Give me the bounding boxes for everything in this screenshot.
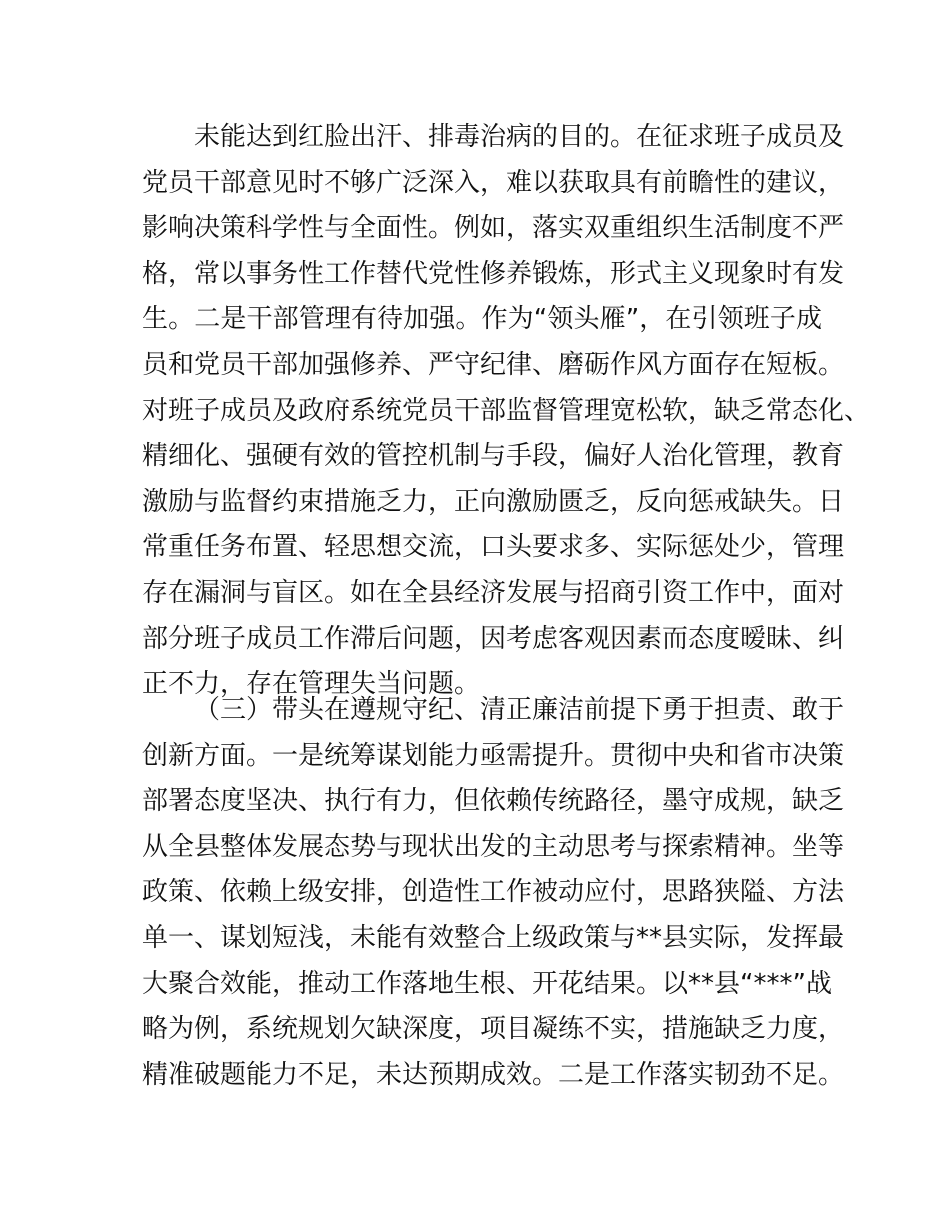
text-line: 格，常以事务性工作替代党性修养锻炼，形式主义现象时有发 [142, 258, 845, 289]
paragraph-2 [142, 688, 845, 1098]
text-line: 党员干部意见时不够广泛深入，难以获取具有前瞻性的建议， [142, 167, 845, 198]
text-line: 激励与监督约束措施乏力，正向激励匮乏，反向惩戒缺失。日 [142, 486, 845, 517]
text-line: 影响决策科学性与全面性。例如，落实双重组织生活制度不严 [142, 213, 845, 244]
text-line: 单一、谋划短浅，未能有效整合上级政策与**县实际，发挥最 [142, 922, 845, 953]
text-line: 对班子成员及政府系统党员干部监督管理宽松软，缺乏常态化、 [142, 395, 871, 426]
paragraph-1 [142, 115, 871, 708]
text-line: 常重任务布置、轻思想交流，口头要求多、实际惩处少，管理 [142, 532, 845, 563]
text-line: 创新方面。一是统筹谋划能力亟需提升。贯彻中央和省市决策 [142, 740, 845, 771]
text-line: 部署态度坚决、执行有力，但依赖传统路径，墨守成规，缺乏 [142, 786, 845, 817]
text-line: 政策、依赖上级安排，创造性工作被动应付，思路狭隘、方法 [142, 877, 845, 908]
text-line: 精准破题能力不足，未达预期成效。二是工作落实韧劲不足。 [142, 1059, 845, 1090]
text-line: 精细化、强硬有效的管控机制与手段，偏好人治化管理，教育 [142, 441, 845, 472]
text-line: 存在漏洞与盲区。如在全县经济发展与招商引资工作中，面对 [142, 577, 845, 608]
text-line: 员和党员干部加强修养、严守纪律、磨砺作风方面存在短板。 [142, 349, 845, 380]
text-line: （三）带头在遵规守纪、清正廉洁前提下勇于担责、敢于 [194, 695, 845, 725]
text-line: 大聚合效能，推动工作落地生根、开花结果。以**县“***”战 [142, 968, 832, 999]
text-line: 未能达到红脸出汗、排毒治病的目的。在征求班子成员及 [194, 122, 845, 152]
text-line: 生。二是干部管理有待加强。作为“领头雁”，在引领班子成 [142, 304, 822, 335]
text-line: 从全县整体发展态势与现状出发的主动思考与探索精神。坐等 [142, 831, 845, 862]
text-line: 部分班子成员工作滞后问题，因考虑客观因素而态度暧昧、纠 [142, 623, 845, 654]
text-line: 略为例，系统规划欠缺深度，项目凝练不实，措施缺乏力度， [142, 1014, 845, 1045]
text-line: 正不力，存在管理失当问题。 [142, 669, 481, 700]
